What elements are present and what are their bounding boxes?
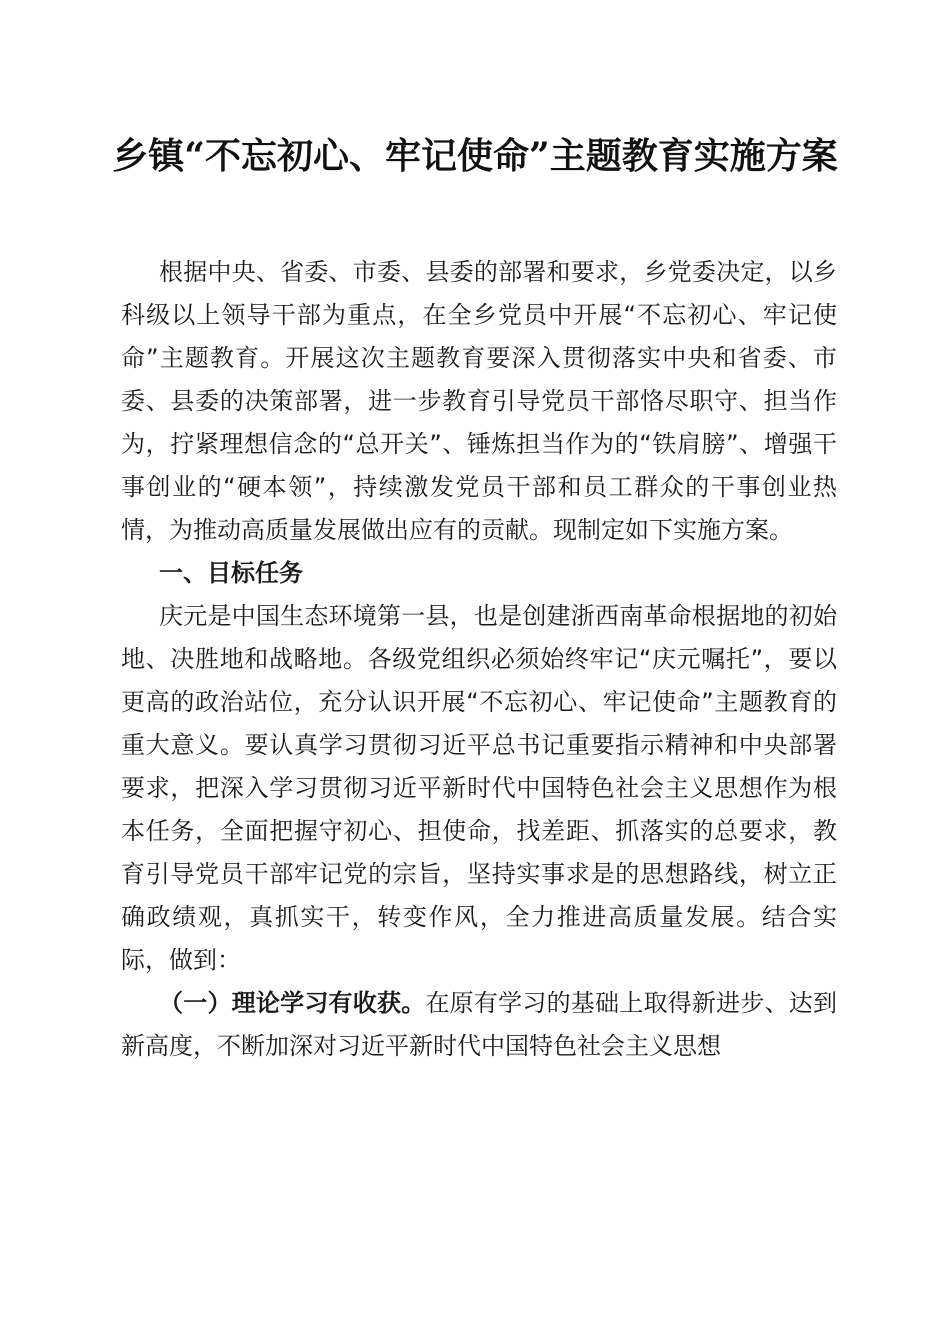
section-heading-goals: 一、目标任务	[159, 559, 303, 587]
section-paragraph-goals: 庆元是中国生态环境第一县，也是创建浙西南革命根据地的初始地、决胜地和战略地。各级党组织必须始终牢记“庆元嘱托”，要以更高的政治站位，充分认识开展“不忘初心、牢记使命”主题教育的重大意义。要认真学习贯彻习近平总书记重要指示精神和中央部署要求，把深入学习贯彻习近平新时代中国特色社会主义思想作为根本任务，全面把握守初心、担使命，找差距、抓落实的总要求，教育引导党员干部牢记党的宗旨，坚持实事求是的思想路线，树立正确政绩观，真抓实干，转变作风，全力推进高质量发展。结合实际，做到：	[121, 602, 837, 974]
document-body	[121, 251, 837, 1068]
intro-paragraph: 根据中央、省委、市委、县委的部署和要求，乡党委决定，以乡科级以上领导干部为重点，在全乡党员中开展“不忘初心、牢记使命”主题教育。开展这次主题教育要深入贯彻落实中央和省委、市委、县委的决策部署，进一步教育引导党员干部恪尽职守、担当作为，拧紧理想信念的“总开关”、锤炼担当作为的“铁肩膀”、增强干事创业的“硬本领”，持续激发党员干部和员工群众的干事创业热情，为推动高质量发展做出应有的贡献。现制定如下实施方案。	[121, 258, 837, 544]
item-heading-theory-study: （一）理论学习有收获。	[159, 989, 426, 1017]
item-paragraph-theory-study	[121, 982, 837, 1068]
document-title: 乡镇“不忘初心、牢记使命”主题教育实施方案	[112, 135, 838, 177]
item-text-theory-study: 在原有学习的基础上取得新进步、达到新高度，不断加深对习近平新时代中国特色社会主义思想	[121, 989, 838, 1060]
